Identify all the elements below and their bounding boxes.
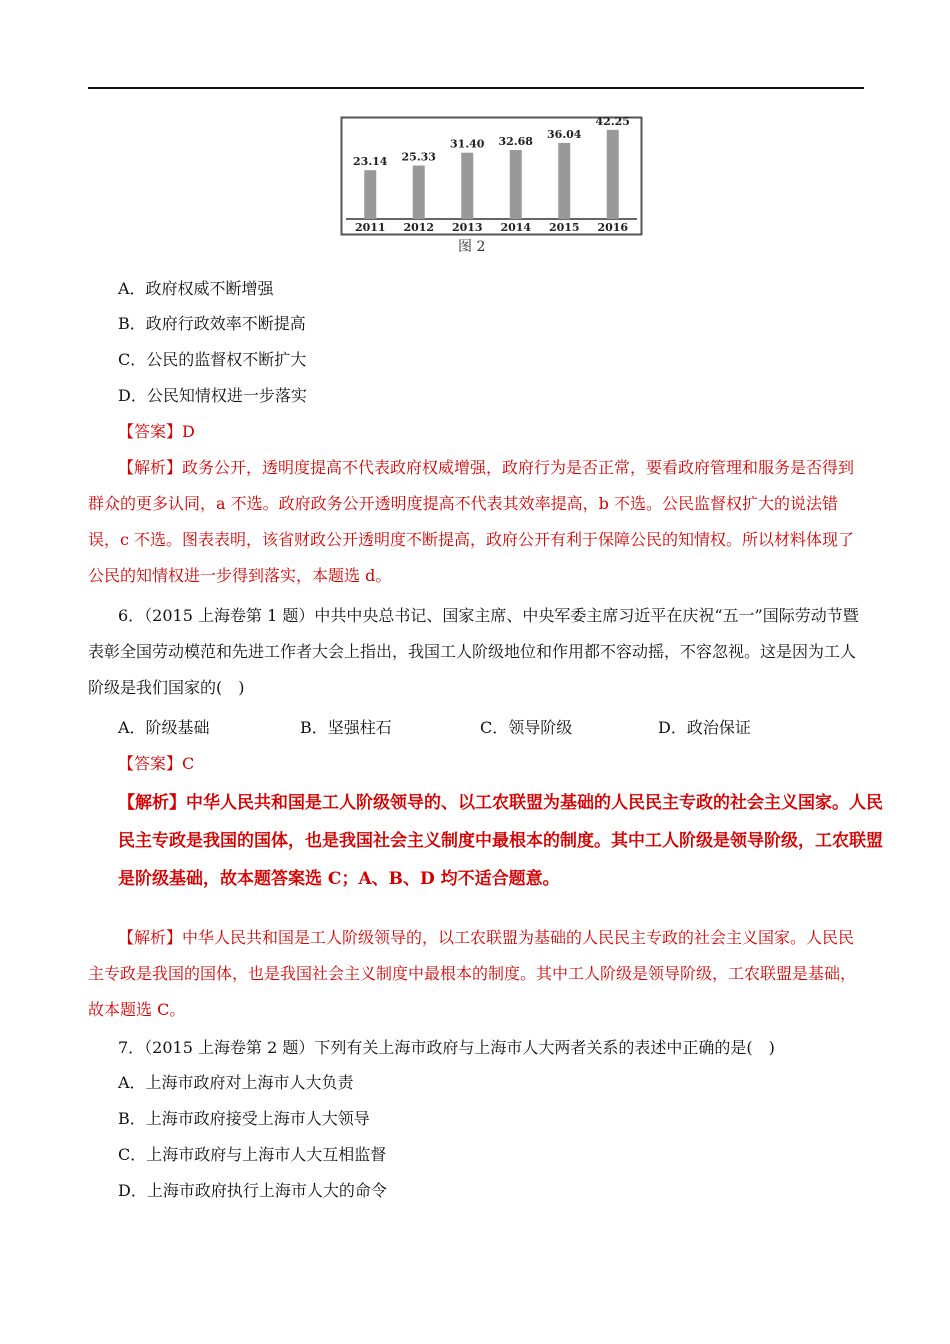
data-label-2015: 36.04 (547, 127, 582, 141)
data-label-2012: 25.33 (401, 150, 436, 164)
q7-option-a: A．上海市政府对上海市人大负责 (118, 1073, 354, 1092)
q6-analysis: 【解析】中华人民共和国是工人阶级领导的，以工农联盟为基础的人民民主专政的社会主义国家。人民民主专政是我国的国体，也是我国社会主义制度中最根本的制度。其中工人阶级是领导阶级，工农联盟是基础，故本题选 C。 (88, 928, 857, 1019)
q6-option-d: D．政治保证 (658, 718, 751, 737)
data-label-2016: 42.25 (595, 116, 630, 128)
x-tick-label-2012: 2012 (403, 221, 435, 234)
figure-caption: 图 2 (458, 239, 486, 255)
bar-2015 (558, 143, 570, 219)
q7-stem: 7．（2015 上海卷第 2 题）下列有关上海市政府与上海市人大两者关系的表述中正确的是( ) (118, 1038, 775, 1057)
q6-options (118, 718, 751, 738)
q7-option-d: D．上海市政府执行上海市人大的命令 (118, 1181, 387, 1200)
x-tick-label-2013: 2013 (451, 221, 483, 234)
q6-analysis-bold: 【解析】中华人民共和国是工人阶级领导的、以工农联盟为基础的人民民主专政的社会主义国家。人民民主专政是我国的国体，也是我国社会主义制度中最根本的制度。其中工人阶级是领导阶级，工农联盟是阶级基础，故本题答案选 C；A、B、D 均不适合题意。 (118, 793, 883, 889)
x-tick-label-2016: 2016 (597, 221, 629, 234)
q5-option-d: D．公民知情权进一步落实 (118, 386, 307, 405)
q5-option-c: C．公民的监督权不断扩大 (118, 350, 307, 369)
q6-stem: 6．（2015 上海卷第 1 题）中共中央总书记、国家主席、中央军委主席习近平在庆祝“五一”国际劳动节暨表彰全国劳动模范和先进工作者大会上指出，我国工人阶级地位和作用都不容动摇，不容忽视。这是因为工人阶级是我们国家的( ) (88, 606, 859, 697)
x-tick-label-2014: 2014 (500, 221, 532, 234)
q5-option-b: B．政府行政效率不断提高 (118, 314, 306, 333)
x-tick-label-2011: 2011 (354, 221, 386, 234)
bar-2013 (461, 153, 473, 219)
q6-option-a: A．阶级基础 (118, 718, 210, 737)
q6-option-c: C．领导阶级 (480, 718, 573, 737)
q6-answer: 【答案】C (118, 754, 195, 773)
bar-2012 (413, 166, 425, 219)
q7-option-b: B．上海市政府接受上海市人大领导 (118, 1109, 370, 1128)
q6-option-b: B．坚强柱石 (300, 718, 392, 737)
bar-chart-svg (340, 116, 643, 236)
data-label-2011: 23.14 (353, 155, 388, 169)
bar-2016 (607, 130, 619, 219)
q5-option-a: A．政府权威不断增强 (118, 279, 274, 298)
bar-2014 (510, 150, 522, 219)
x-tick-label-2015: 2015 (548, 221, 580, 234)
header-rule (88, 87, 864, 89)
data-label-2014: 32.68 (498, 135, 533, 149)
bar-2011 (364, 170, 376, 219)
q7-option-c: C．上海市政府与上海市人大互相监督 (118, 1145, 387, 1164)
bar-chart (340, 116, 643, 236)
q5-analysis: 【解析】政务公开，透明度提高不代表政府权威增强，政府行为是否正常，要看政府管理和服务是否得到群众的更多认同，a 不选。政府政务公开透明度提高不代表其效率提高，b 不选。公民监督权扩大的说法错误，c 不选。图表表明，该省财政公开透明度不断提高，政府公开有利于保障公民的知情权。所以材料体现了公民的知情权进一步得到落实，本题选 d。 (88, 458, 855, 585)
data-label-2013: 31.40 (450, 137, 485, 151)
q5-answer: 【答案】D (118, 422, 195, 441)
chart-frame (342, 118, 642, 235)
